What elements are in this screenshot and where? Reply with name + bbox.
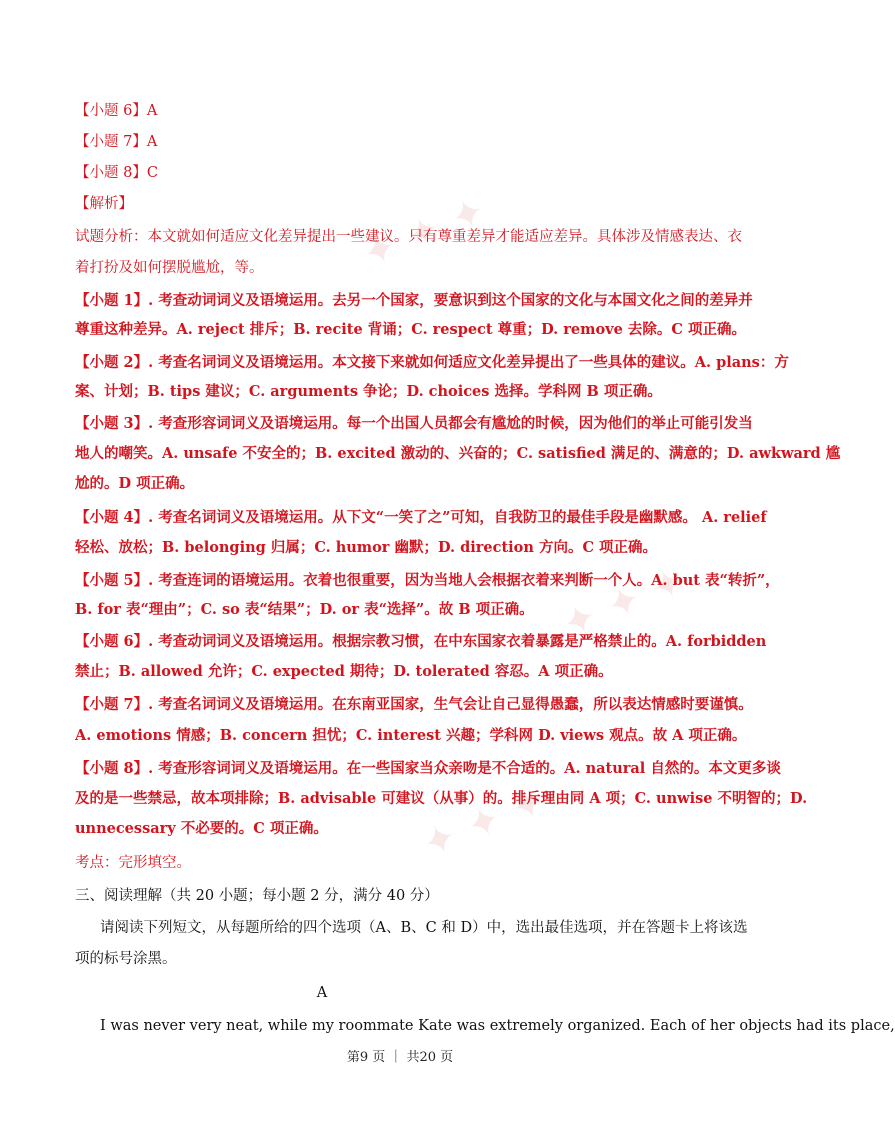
section-title: 三、阅读理解（共 20 小题；每小题 2 分，满分 40 分）: [75, 888, 439, 904]
item-explanation-line: 地人的嘲笑。A. unsafe 不安全的；B. excited 激动的、兴奋的；C. satisfied 满足的、满意的；D. awkward 尴: [75, 445, 841, 462]
analysis-intro-line: 着打扮及如何摆脱尴尬，等。: [75, 260, 264, 276]
answer-line: 【小题 6】A: [75, 103, 158, 119]
item-explanation-line: A. emotions 情感；B. concern 担忧；C. interest 兴趣；学科网 D. views 观点。故 A 项正确。: [75, 727, 747, 744]
item-explanation-line: 【小题 2】. 考查名词词义及语境运用。本文接下来就如何适应文化差异提出了一些具体的建议。A. plans：方: [75, 354, 789, 371]
item-explanation-line: B. for 表“理由”；C. so 表“结果”；D. or 表“选择”。故 B 项正确。: [75, 601, 534, 618]
item-explanation-line: 及的是一些禁忌，故本项排除；B. advisable 可建议（从事）的。排斥理由同 A 项；C. unwise 不明智的；D.: [75, 790, 808, 807]
item-explanation-line: 【小题 1】. 考查动词词义及语境运用。去另一个国家，要意识到这个国家的文化与本国文化之间的差异并: [75, 292, 753, 309]
item-explanation-line: 【小题 3】. 考查形容词词义及语境运用。每一个出国人员都会有尴尬的时候，因为他们的举止可能引发当: [75, 415, 753, 432]
kaodian-note: 考点：完形填空。: [75, 855, 191, 871]
watermark-stamp: ✦ ✦ ✦: [556, 557, 693, 649]
item-explanation-line: 轻松、放松；B. belonging 归属；C. humor 幽默；D. direction 方向。C 项正确。: [75, 539, 658, 556]
item-explanation-line: 禁止；B. allowed 允许；C. expected 期待；D. tolerated 容忍。A 项正确。: [75, 663, 613, 680]
analysis-intro-line: 试题分析：本文就如何适应文化差异提出一些建议。只有尊重差异才能适应差异。具体涉及情感表达、衣: [75, 229, 742, 245]
item-explanation-line: 【小题 4】. 考查名词词义及语境运用。从下文“一笑了之”可知，自我防卫的最佳手段是幽默感。 A. relief: [75, 509, 767, 526]
item-explanation-line: 【小题 5】. 考查连词的语境运用。衣着也很重要，因为当地人会根据衣着来判断一个人。A. but 表“转折”，: [75, 572, 780, 589]
watermark-stamp: ✦ ✦ ✦: [416, 777, 553, 869]
instruction-line: 项的标号涂黑。: [75, 951, 177, 967]
item-explanation-line: 尬的。D 项正确。: [75, 475, 195, 492]
item-explanation-line: unnecessary 不必要的。C 项正确。: [75, 820, 328, 837]
watermark-stamp: ✦ ✦ ✦: [356, 187, 493, 279]
analysis-heading: 【解析】: [75, 196, 133, 212]
page-footer: 第9 页 ｜ 共20 页: [346, 1050, 454, 1065]
answer-line: 【小题 7】A: [75, 134, 158, 150]
item-explanation-line: 案、计划；B. tips 建议；C. arguments 争论；D. choices 选择。学科网 B 项正确。: [75, 383, 662, 400]
passage-text: I was never very neat, while my roommate Kate was extremely organized. Each of her objects had its place,: [100, 1018, 895, 1034]
instruction-line: 请阅读下列短文，从每题所给的四个选项（A、B、C 和 D）中，选出最佳选项，并在答题卡上将该选: [100, 920, 748, 936]
item-explanation-line: 【小题 6】. 考查动词词义及语境运用。根据宗教习惯，在中东国家衣着暴露是严格禁止的。A. forbidden: [75, 633, 767, 650]
item-explanation-line: 【小题 7】. 考查名词词义及语境运用。在东南亚国家，生气会让自己显得愚蠢，所以表达情感时要谨慎。: [75, 696, 753, 713]
answer-line: 【小题 8】C: [75, 165, 158, 181]
item-explanation-line: 尊重这种差异。A. reject 排斥；B. recite 背诵；C. respect 尊重；D. remove 去除。C 项正确。: [75, 321, 746, 338]
passage-label: A: [316, 985, 328, 1001]
item-explanation-line: 【小题 8】. 考查形容词词义及语境运用。在一些国家当众亲吻是不合适的。A. natural 自然的。本文更多谈: [75, 760, 781, 777]
